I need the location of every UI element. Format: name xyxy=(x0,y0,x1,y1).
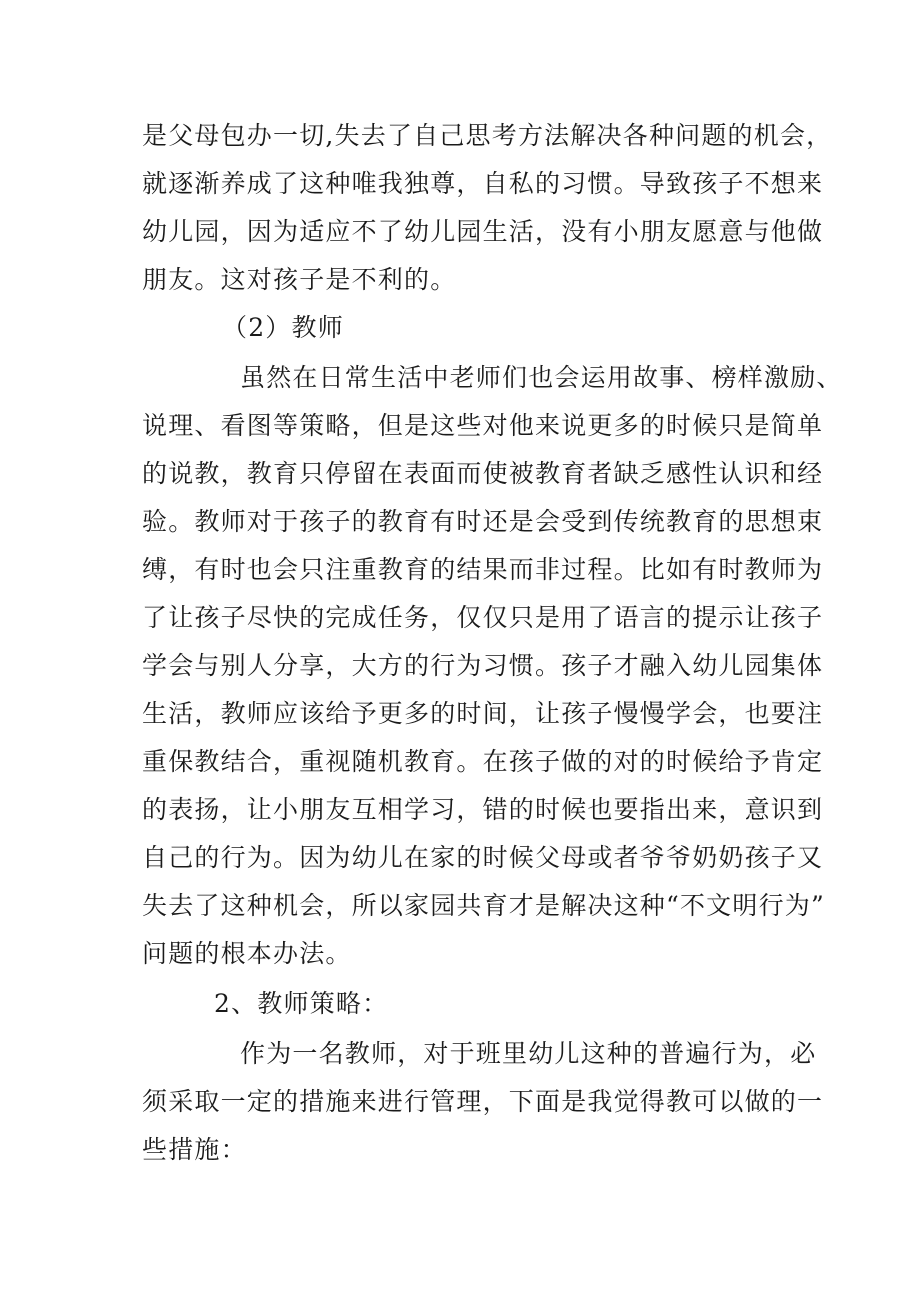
paragraph-3-line-2: 须采取一定的措施来进行管理，下面是我觉得教可以做的一 xyxy=(142,1087,824,1116)
paragraph-2-line-2: 说理、看图等策略，但是这些对他来说更多的时候只是简单 xyxy=(142,411,824,440)
paragraph-2-line-9: 重保教结合，重视随机教育。在孩子做的对的时候给予肯定 xyxy=(142,747,824,776)
paragraph-2-line-3: 的说教，教育只停留在表面而使被教育者缺乏感性认识和经 xyxy=(142,459,824,488)
paragraph-2-line-8: 生活，教师应该给予更多的时间，让孩子慢慢学会，也要注 xyxy=(142,699,824,728)
paragraph-1-line-2: 就逐渐养成了这种唯我独尊，自私的习惯。导致孩子不想来 xyxy=(142,169,824,198)
section-heading-teacher: （2）教师 xyxy=(222,313,344,342)
section-heading-strategy: 2、教师策略： xyxy=(214,989,389,1018)
paragraph-3-line-3: 些措施： xyxy=(142,1135,247,1164)
paragraph-2-line-10: 的表扬，让小朋友互相学习，错的时候也要指出来，意识到 xyxy=(142,795,824,824)
paragraph-2-line-11: 自己的行为。因为幼儿在家的时候父母或者爷爷奶奶孩子又 xyxy=(142,843,824,872)
paragraph-2-line-7: 学会与别人分享，大方的行为习惯。孩子才融入幼儿园集体 xyxy=(142,651,824,680)
paragraph-2-line-12: 失去了这种机会，所以家园共育才是解决这种“不文明行为” xyxy=(142,891,825,920)
paragraph-1-line-4: 朋友。这对孩子是不利的。 xyxy=(142,265,457,294)
paragraph-3-line-1: 作为一名教师，对于班里幼儿这种的普遍行为，必 xyxy=(240,1039,817,1068)
paragraph-2-line-5: 缚，有时也会只注重教育的结果而非过程。比如有时教师为 xyxy=(142,555,824,584)
paragraph-2-line-4: 验。教师对于孩子的教育有时还是会受到传统教育的思想束 xyxy=(142,507,824,536)
paragraph-2-line-6: 了让孩子尽快的完成任务，仅仅只是用了语言的提示让孩子 xyxy=(142,603,824,632)
paragraph-2-line-1: 虽然在日常生活中老师们也会运用故事、榜样激励、 xyxy=(240,363,843,392)
paragraph-1-line-3: 幼儿园，因为适应不了幼儿园生活，没有小朋友愿意与他做 xyxy=(142,217,824,246)
paragraph-1-line-1: 是父母包办一切,失去了自己思考方法解决各种问题的机会， xyxy=(142,121,833,150)
paragraph-2-line-13: 问题的根本办法。 xyxy=(142,939,352,968)
